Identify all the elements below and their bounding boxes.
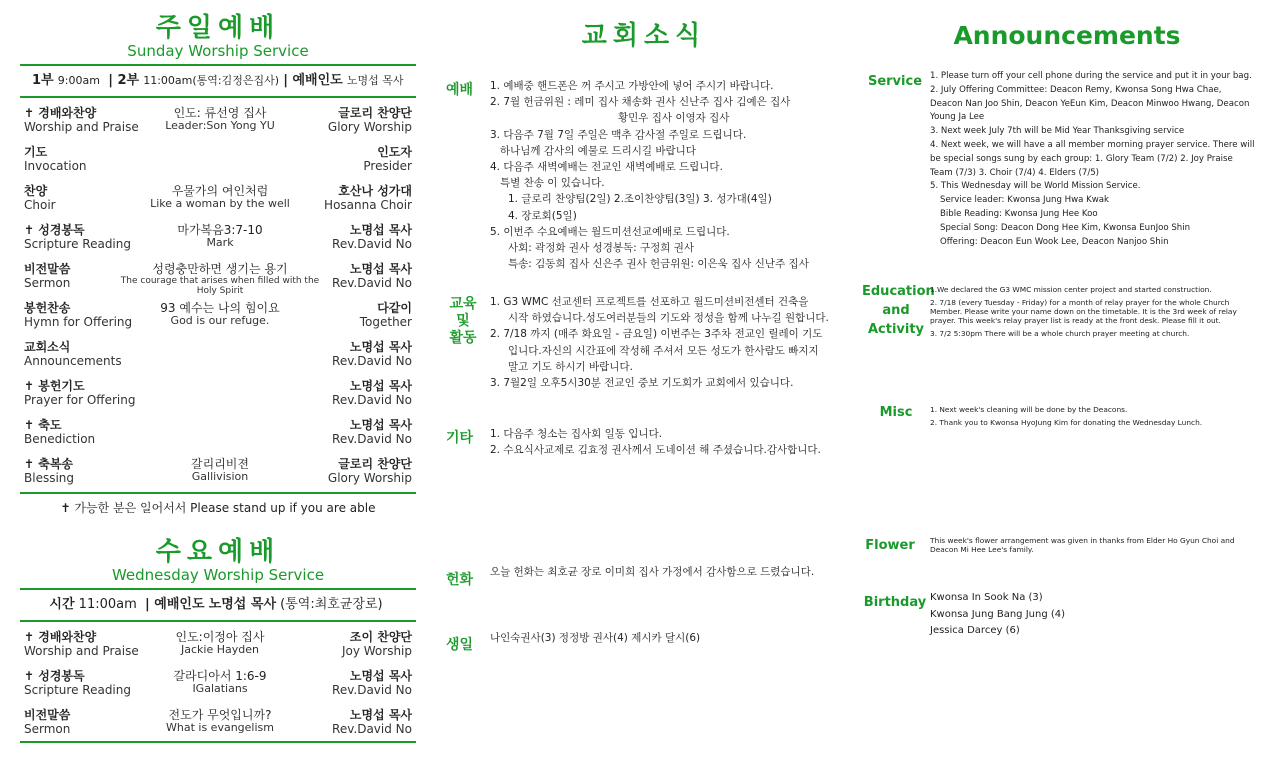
item-detail-english: Leader:Son Yong YU xyxy=(165,119,275,132)
leader-label: | 예배인도 xyxy=(145,597,205,612)
birthday-text xyxy=(490,630,700,646)
list-item: Kwonsa Jung Bang Jung (4) xyxy=(930,608,1066,620)
birthday-items xyxy=(930,590,1270,640)
item-korean: 봉헌찬송 xyxy=(24,301,71,315)
item-korean: 기도 xyxy=(24,145,48,159)
item-leader-korean: 노명섭 목사 xyxy=(349,418,412,432)
wednesday-times xyxy=(20,590,416,620)
item-english: Worship and Praise xyxy=(24,120,139,134)
birthday-label: Birthday xyxy=(863,595,927,610)
list-item: 2. 수요식사교제로 김효정 권사께서 도네이션 해 주셨습니다.감사합니다. xyxy=(490,444,821,457)
list-item: 1. 예배중 핸드폰은 꺼 주시고 가방안에 넣어 주시기 바랍니다. xyxy=(490,80,774,92)
item-korean: ✝ 성경봉독 xyxy=(24,669,85,683)
item-leader-korean: 노명섭 목사 xyxy=(349,669,412,683)
order-row xyxy=(20,379,416,418)
list-item: be special songs sung by each group: 1. Glory Team (7/2) 2. Joy Praise xyxy=(930,153,1233,164)
item-leader-english: Presider xyxy=(363,159,412,173)
item-leader-korean: 글로리 찬양단 xyxy=(338,106,412,120)
announcements-title: Announcements xyxy=(953,21,1181,50)
wednesday-title: 수요예배 xyxy=(155,537,281,567)
flower-text xyxy=(490,564,814,580)
list-item: prayer. This week's relay prayer list is ready at the front desk. Please fill it out. xyxy=(930,316,1221,325)
item-english: Announcements xyxy=(24,354,122,368)
list-item: 1. 글로리 찬양팀(2일) 2.조이찬양팀(3일) 3. 성가대(4일) xyxy=(508,193,772,206)
second-service-time: 11:00am(통역:김정은집사) xyxy=(143,74,280,87)
list-item: 특별 찬송 이 있습니다. xyxy=(500,177,605,190)
list-item: 나인숙권사(3) 정정방 권사(4) 제시카 달시(6) xyxy=(490,632,701,644)
list-item: 오늘 헌화는 최호균 장로 이미희 집사 가정에서 감사함으로 드렸습니다. xyxy=(490,566,815,578)
item-detail-english: Mark xyxy=(206,236,234,249)
order-row xyxy=(20,184,416,223)
item-leader-korean: 노명섭 목사 xyxy=(349,262,412,276)
item-detail-english: Jackie Hayden xyxy=(181,643,259,656)
list-item: 5. This Wednesday will be World Mission Service. xyxy=(930,181,1141,192)
list-item: Deacon Mi Hee Lee's family. xyxy=(930,545,1034,554)
flower-label: 헌화 xyxy=(446,572,474,588)
order-row xyxy=(20,223,416,262)
item-leader-english: Together xyxy=(359,315,412,329)
list-item: 5. 이번주 수요예배는 월드미션선교예배로 드립니다. xyxy=(490,225,730,238)
birthday-label: 생일 xyxy=(446,637,474,653)
item-korean: ✝ 축복송 xyxy=(24,457,74,471)
item-english: Hymn for Offering xyxy=(24,315,133,329)
item-korean: ✝ 봉헌기도 xyxy=(24,379,85,393)
item-detail-korean: 93 예수는 나의 힘이요 xyxy=(160,301,280,315)
item-detail-korean: 우물가의 여인처럼 xyxy=(171,184,269,198)
item-korean: 찬양 xyxy=(24,184,48,198)
interpreter: (통역:최호균장로) xyxy=(280,597,383,612)
order-row xyxy=(20,457,416,496)
item-korean: 비전말씀 xyxy=(24,262,71,276)
leader-name: 노명섭 목사 xyxy=(346,74,404,87)
list-item: 2. July Offering Committee: Deacon Remy, Kwonsa Song Hwa Chae, xyxy=(930,84,1222,95)
misc-items xyxy=(930,403,1270,429)
list-item: 입니다.자신의 시간표에 작성해 주셔서 모든 성도가 한사람도 빠지지 xyxy=(508,344,819,357)
list-item: 황민우 집사 이영자 집사 xyxy=(618,112,730,125)
item-leader-korean: 다같이 xyxy=(377,301,412,315)
order-row xyxy=(20,669,416,708)
item-english: Scripture Reading xyxy=(24,683,131,697)
education-label-line: 활동 xyxy=(449,330,477,346)
list-item: 특송: 김동희 집사 신은주 권사 헌금위원: 이은욱 집사 신난주 집사 xyxy=(508,258,809,271)
item-leader-english: Rev.David No xyxy=(332,432,412,446)
news-title: 교회소식 xyxy=(581,21,707,51)
wednesday-order-list xyxy=(20,630,416,747)
list-item: 2. 7/18 까지 (매주 화요일 - 금요일) 이번주는 3주차 전교인 릴레이 기도 xyxy=(490,328,823,341)
leader-name: 노명섭 목사 xyxy=(208,597,277,612)
list-item: 3. Next week July 7th will be Mid Year Thanksgiving service xyxy=(930,126,1185,137)
item-english: Blessing xyxy=(24,471,75,485)
leader-label: | 예배인도 xyxy=(283,73,343,88)
order-row xyxy=(20,418,416,457)
divider xyxy=(20,96,416,98)
item-leader-korean: 인도자 xyxy=(377,145,412,159)
item-leader-english: Rev.David No xyxy=(332,683,412,697)
service-items xyxy=(930,70,1270,249)
list-item: 2. Thank you to Kwonsa HyoJung Kim for donating the Wednesday Lunch. xyxy=(930,418,1203,427)
list-item: Team (7/3) 3. Choir (7/4) 4. Elders (7/5) xyxy=(930,167,1100,178)
time-label: 시간 xyxy=(49,597,75,612)
order-row xyxy=(20,340,416,379)
list-item: 2. 7월 헌금위원 : 레미 집사 채송화 권사 신난주 집사 김예은 집사 xyxy=(490,96,791,109)
list-item: This week's flower arrangement was given in thanks from Elder Ho Gyun Choi and xyxy=(930,536,1235,545)
item-leader-english: Rev.David No xyxy=(332,722,412,736)
item-leader-korean: 조이 찬양단 xyxy=(349,630,412,644)
list-item: 4. 장로회(5일) xyxy=(508,209,577,222)
item-leader-english: Rev.David No xyxy=(332,354,412,368)
list-item: 1. Please turn off your cell phone during the service and put it in your bag. xyxy=(930,71,1252,81)
etc-items xyxy=(490,426,821,458)
list-item: 하나님께 감사의 예물로 드리시길 바랍니다 xyxy=(500,144,696,157)
list-item: Kwonsa In Sook Na (3) xyxy=(930,592,1043,603)
item-detail-english: IGalatians xyxy=(192,682,248,695)
order-row xyxy=(20,145,416,184)
item-leader-english: Joy Worship xyxy=(341,644,412,658)
item-detail-korean: 인도:이정아 집사 xyxy=(175,630,265,644)
education-label-line: and xyxy=(882,303,910,318)
education-label xyxy=(446,296,480,347)
item-detail-english: The courage that arises when filled with the Holy Spirit xyxy=(120,276,320,296)
education-label-line: Education xyxy=(862,284,935,299)
item-korean: ✝ 경배와찬양 xyxy=(24,106,97,120)
item-english: Choir xyxy=(24,198,56,212)
stand-note: ✝ 가능한 분은 일어서서 Please stand up if you are able xyxy=(60,501,376,515)
divider xyxy=(20,620,416,622)
order-row xyxy=(20,708,416,747)
wednesday-subtitle: Wednesday Worship Service xyxy=(111,566,325,584)
item-leader-english: Glory Worship xyxy=(327,120,412,134)
sunday-subtitle: Sunday Worship Service xyxy=(127,42,309,60)
list-item: 말고 기도 하시기 바랍니다. xyxy=(508,360,633,373)
list-item: 3. 7/2 5:30pm There will be a whole church prayer meeting at church. xyxy=(930,329,1190,338)
item-detail-english: Like a woman by the well xyxy=(150,197,290,210)
first-service-label: 1부 xyxy=(32,73,54,88)
item-detail-korean: 갈리리비젼 xyxy=(191,457,249,471)
item-english: Invocation xyxy=(24,159,87,173)
news-column xyxy=(444,0,844,777)
item-english: Sermon xyxy=(24,722,71,736)
education-items xyxy=(490,294,829,391)
item-leader-english: Rev.David No xyxy=(332,237,412,251)
list-item: Special Song: Deacon Dong Hee Kim, Kwonsa EunJoo Shin xyxy=(940,222,1191,233)
item-detail-english: God is our refuge. xyxy=(170,314,270,327)
item-korean: 교회소식 xyxy=(24,340,71,354)
education-items xyxy=(930,285,1270,338)
time-value: 11:00am xyxy=(78,597,137,612)
list-item: 1. G3 WMC 선교센터 프로젝트를 선포하고 월드미션비전센터 건축을 xyxy=(490,296,809,308)
item-detail-english: What is evangelism xyxy=(166,721,274,734)
announcements-column xyxy=(862,0,1272,777)
item-leader-english: Rev.David No xyxy=(332,276,412,290)
list-item: Service leader: Kwonsa Jung Hwa Kwak xyxy=(940,195,1110,206)
service-label: Service xyxy=(867,74,923,89)
item-korean: ✝ 축도 xyxy=(24,418,62,432)
list-item: Jessica Darcey (6) xyxy=(930,625,1020,636)
misc-label: Misc xyxy=(879,405,913,420)
order-row xyxy=(20,630,416,669)
order-row xyxy=(20,301,416,340)
list-item: Member. Please write your name down on the timetable. It is the 3rd week of relay xyxy=(930,307,1237,316)
item-detail-korean: 전도가 무엇입니까? xyxy=(168,708,272,722)
list-item: 시작 하였습니다.성도여러분들의 기도와 정성을 함께 나누길 원합니다. xyxy=(508,312,829,325)
item-english: Worship and Praise xyxy=(24,644,139,658)
list-item: 1.We declared the G3 WMC mission center project and started construction. xyxy=(930,285,1212,294)
item-leader-korean: 노명섭 목사 xyxy=(349,708,412,722)
item-leader-korean: 글로리 찬양단 xyxy=(338,457,412,471)
item-leader-korean: 노명섭 목사 xyxy=(349,379,412,393)
second-service-label: | 2부 xyxy=(108,73,140,88)
item-leader-korean: 호산나 성가대 xyxy=(338,184,412,198)
item-leader-english: Hosanna Choir xyxy=(324,198,412,212)
worship-items xyxy=(490,78,809,272)
list-item: 4. 다음주 새벽예배는 전교인 새벽예배로 드립니다. xyxy=(490,161,723,174)
list-item: 1. 다음주 청소는 집사회 일동 입니다. xyxy=(490,428,663,440)
list-item: Deacon Nan Joo Shin, Deacon YeEun Kim, Deacon Minwoo Hwang, Deacon xyxy=(930,98,1250,109)
education-label xyxy=(862,282,935,339)
education-label-line: Activity xyxy=(867,322,925,337)
list-item: Young Ja Lee xyxy=(930,112,985,123)
list-item: 3. 다음주 7월 7일 주일은 맥추 감사절 주일로 드립니다. xyxy=(490,128,747,141)
sunday-title: 주일예배 xyxy=(155,13,281,43)
list-item: Bible Reading: Kwonsa Jung Hee Koo xyxy=(940,208,1098,219)
item-leader-english: Rev.David No xyxy=(332,393,412,407)
list-item: 4. Next week, we will have a all member morning prayer service. There will xyxy=(930,139,1255,150)
item-detail-korean: 마가복음3:7-10 xyxy=(177,223,263,237)
sunday-order-list xyxy=(20,106,416,496)
order-row xyxy=(20,262,416,301)
item-korean: ✝ 성경봉독 xyxy=(24,223,85,237)
sunday-times xyxy=(20,66,416,96)
list-item: 1. Next week's cleaning will be done by the Deacons. xyxy=(930,405,1128,414)
flower-label: Flower xyxy=(865,538,915,553)
order-row xyxy=(20,106,416,145)
list-item: 3. 7월2일 오후5시30분 전교인 중보 기도회가 교회에서 있습니다. xyxy=(490,377,794,390)
item-korean: ✝ 경배와찬양 xyxy=(24,630,97,644)
item-english: Sermon xyxy=(24,276,71,290)
first-service-time: 9:00am xyxy=(57,74,100,87)
worship-column xyxy=(20,0,416,743)
item-leader-english: Glory Worship xyxy=(327,471,412,485)
item-detail-korean: 갈라디아서 1:6-9 xyxy=(173,669,267,683)
education-label-line: 및 xyxy=(456,313,470,329)
list-item: 2. 7/18 (every Tuesday - Friday) for a month of relay prayer for the whole Church xyxy=(930,298,1230,307)
list-item: 사회: 곽정화 권사 성경봉독: 구정희 권사 xyxy=(508,242,695,255)
item-korean: 비전말씀 xyxy=(24,708,71,722)
flower-items xyxy=(930,536,1270,554)
item-english: Benediction xyxy=(24,432,96,446)
item-english: Prayer for Offering xyxy=(24,393,136,407)
item-leader-korean: 노명섭 목사 xyxy=(349,340,412,354)
item-english: Scripture Reading xyxy=(24,237,131,251)
education-label-line: 교육 xyxy=(449,296,477,312)
item-detail-english: Gallivision xyxy=(191,470,249,483)
worship-label: 예배 xyxy=(446,82,474,98)
etc-label: 기타 xyxy=(446,430,474,446)
list-item: Offering: Deacon Eun Wook Lee, Deacon Nanjoo Shin xyxy=(940,236,1169,247)
item-detail-korean: 인도: 류선영 집사 xyxy=(173,106,267,120)
item-detail-korean: 성령충만하면 생기는 용기 xyxy=(152,262,288,276)
item-leader-korean: 노명섭 목사 xyxy=(349,223,412,237)
